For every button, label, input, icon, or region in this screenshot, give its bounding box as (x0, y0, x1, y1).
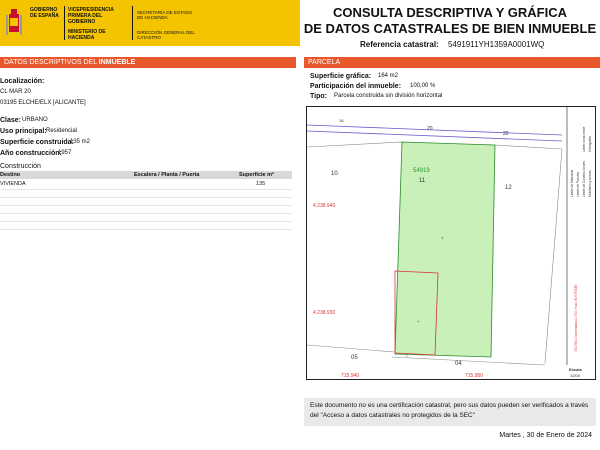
section-bar-parcela: PARCELA (304, 57, 600, 68)
header-divider (132, 6, 133, 40)
neighbor-parcel-boundary (307, 345, 407, 353)
section-bar-inmueble: DATOS DESCRIPTIVOS DEL INMUEBLE (0, 57, 296, 68)
clase-label: Clase: (0, 117, 22, 124)
table-row-divider (0, 221, 292, 222)
page-title-line1: CONSULTA DESCRIPTIVA Y GRÁFICA (332, 5, 567, 20)
legend-construcciones: Límite de Construcciones (582, 161, 586, 197)
document-date: Martes , 30 de Enero de 2024 (499, 432, 592, 439)
table-header-escalera: Escalera / Planta / Puerta (134, 172, 200, 178)
coord-x-label: 715.940 (341, 373, 360, 379)
street-line (307, 131, 562, 141)
center-mark: 1 (441, 235, 444, 240)
coord-x-label: 715.950 (465, 373, 484, 379)
neighbor-parcel-boundary (392, 357, 545, 365)
ref-catastral-label: Referencia catastral: (360, 40, 439, 49)
legend-manzana: Límite de Manzana (570, 169, 574, 197)
secretaria-label: SECRETARÍA DE ESTADO DE HACIENDA (137, 10, 193, 20)
parcel-number-label: 11 (419, 178, 426, 184)
superficie-construida-value: 135 m2 (70, 139, 91, 145)
address-line-2: 03195 ELCHE/ELX [ALICANTE] (0, 100, 86, 106)
ministerio-label: MINISTERIO DE HACIENDA (68, 29, 106, 41)
table-row-divider (0, 229, 292, 230)
table-header-superficie: Superficie m² (239, 172, 274, 178)
superficie-grafica-value: 164 m2 (378, 73, 399, 79)
block-number-label: 54919 (413, 168, 430, 174)
vicepresidencia-label: VICEPRESIDENCIA PRIMERA DEL GOBIERNO (68, 7, 114, 25)
page-title-line2: DE DATOS CATASTRALES DE BIEN INMUEBLE (303, 21, 597, 36)
parcel-number-label: 04 (455, 361, 462, 367)
street-number-label: 18 (339, 118, 344, 123)
coord-y-label: 4.238.930 (313, 310, 336, 316)
parcel-number-label: 05 (351, 355, 358, 361)
parcel-number-label: 12 (505, 185, 512, 191)
legend-mobiliario: Mobiliario y aceras (588, 170, 592, 197)
anio-construccion-value: 1957 (58, 150, 72, 156)
neighbor-parcel-boundary (495, 145, 562, 363)
table-cell-superficie: 135 (256, 181, 266, 187)
subject-parcel[interactable] (395, 142, 495, 357)
superficie-grafica-label: Superficie gráfica: (310, 73, 372, 80)
address-line-1: CL MAR 20 (0, 89, 31, 95)
uso-principal-value: Residencial (46, 128, 78, 134)
direccion-catastro-label: DIRECCIÓN GENERAL DEL CATASTRO (137, 30, 195, 40)
coord-y-label: 4.238.940 (313, 203, 336, 209)
parcel-number-label: 10 (331, 171, 338, 177)
header-divider (64, 6, 65, 40)
table-cell-destino: VIVIENDA (0, 181, 26, 187)
table-row-divider (0, 213, 292, 214)
street-number-label: 22 (503, 131, 509, 137)
ref-catastral-value: 5491911YH1359A0001WQ (448, 40, 545, 49)
street-number-label: 20 (427, 126, 433, 132)
table-row-divider (0, 197, 292, 198)
legend-parcela: Límite de Parcela (576, 172, 580, 197)
coat-of-arms-icon (6, 6, 22, 40)
page-title (300, 5, 600, 37)
tipo-label: Tipo: (310, 93, 327, 100)
table-header-destino: Destino (0, 172, 21, 178)
localizacion-label: Localización: (0, 78, 45, 85)
cadastral-map-svg (307, 107, 595, 379)
tipo-value: Parcela construida sin división horizontal (334, 93, 443, 99)
scale-value: 1/200 (570, 373, 581, 378)
cadastral-map[interactable] (306, 106, 596, 380)
participacion-value: 100,00 % (410, 83, 436, 89)
legend-hidrografia: Hidrografía (588, 136, 592, 152)
neighbor-parcel-boundary (307, 142, 407, 357)
clase-value: URBANO (22, 117, 48, 123)
disclaimer-notice: Este documento no es una certificación catastral, pero sus datos pueden ser verificados a través del "Acceso a datos catastrales no protegidos de la SEC" (304, 398, 596, 426)
scale-label: Escala (569, 367, 582, 372)
superficie-construida-label: Superficie construida: (0, 139, 74, 146)
anio-construccion-label: Año construcción: (0, 150, 62, 157)
uso-principal-label: Uso principal: (0, 128, 47, 135)
table-row-divider (0, 205, 292, 206)
construction-mark: + (417, 319, 420, 324)
street-line (307, 125, 562, 135)
gobierno-label: GOBIERNO DE ESPAÑA (30, 7, 59, 19)
legend-zona-verde: Límite zona verde (582, 126, 586, 152)
construccion-label: Construcción (0, 163, 41, 170)
participacion-label: Participación del inmueble: (310, 83, 402, 90)
coords-note: 715,960 Coordenadas U.T.M. Huso 30 ETRS89 (574, 284, 578, 352)
table-row-divider (0, 189, 292, 190)
